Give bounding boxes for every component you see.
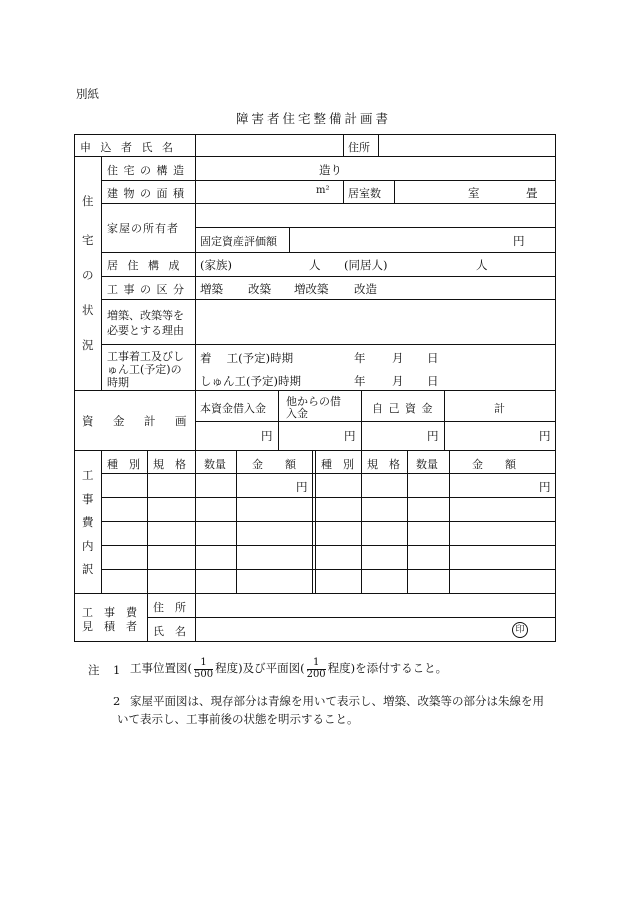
housing-section-label-2: 宅 — [82, 233, 94, 247]
schedule-end-year: 年 — [354, 374, 366, 388]
schedule-label-line1: 工事着工及びし — [107, 350, 184, 363]
note-1-number: 1 — [113, 663, 121, 677]
other-loan-yen: 円 — [344, 429, 356, 443]
breakdown-label-2: 事 — [82, 492, 94, 506]
self-fund-yen: 円 — [427, 429, 439, 443]
seal-icon: 印 — [512, 622, 528, 638]
assessment-label: 固定資産評価額 — [200, 235, 277, 248]
breakdown-header-qty-1: 数量 — [204, 458, 226, 471]
floor-area-unit: m² — [316, 185, 330, 196]
schedule-start-year: 年 — [354, 351, 366, 365]
scale-fraction-200-den: 200 — [306, 668, 326, 680]
work-type-option-renovation[interactable]: 改造 — [354, 282, 377, 296]
breakdown-header-amount-2: 金 額 — [472, 458, 516, 471]
breakdown-header-spec-2: 規 格 — [367, 458, 400, 471]
attachment-label: 別紙 — [76, 87, 99, 101]
note-1-part-c: 程度)を添付すること。 — [327, 661, 448, 676]
other-loan-label-line1: 他からの借 — [286, 395, 341, 408]
structure-label: 住 宅 の 構 造 — [107, 164, 185, 177]
estimator-address-label: 住 所 — [153, 601, 186, 614]
scale-fraction-200-num: 1 — [307, 658, 326, 670]
breakdown-header-amount-1: 金 額 — [252, 458, 296, 471]
assessment-yen: 円 — [513, 234, 525, 248]
housing-section-label-5: 況 — [82, 338, 94, 352]
other-loan-label-line2: 入金 — [286, 407, 308, 420]
scale-fraction-200 — [307, 658, 326, 680]
schedule-start-month: 月 — [392, 351, 404, 365]
applicant-address-field[interactable] — [380, 136, 554, 155]
work-type-option-rebuild[interactable]: 改築 — [248, 282, 271, 296]
applicant-name-label: 申 込 者 氏 名 — [80, 141, 176, 154]
breakdown-header-spec-1: 規 格 — [153, 458, 186, 471]
reason-field[interactable] — [197, 301, 553, 343]
breakdown-yen-2: 円 — [539, 480, 551, 494]
note-2-number: 2 — [113, 694, 121, 708]
breakdown-header-type-1: 種 別 — [107, 458, 140, 471]
own-loan-label: 本資金借入金 — [200, 402, 266, 415]
floor-area-label: 建 物 の 面 積 — [107, 187, 185, 200]
schedule-label-line3: 時期 — [107, 376, 129, 389]
own-loan-yen: 円 — [261, 429, 273, 443]
self-fund-label: 自 己 資 金 — [372, 402, 434, 415]
estimator-label-line1: 工 事 費 — [82, 606, 137, 619]
note-1-part-a: 工事位置図( — [130, 661, 192, 676]
work-type-option-expansion[interactable]: 増築 — [200, 282, 223, 296]
owner-label: 家屋の所有者 — [107, 222, 179, 235]
scale-fraction-500-num: 1 — [194, 658, 213, 670]
housing-section-label-4: 状 — [82, 303, 94, 317]
breakdown-header-qty-2: 数量 — [416, 458, 438, 471]
household-cohabitant: (同居人) — [344, 258, 388, 272]
applicant-name-field[interactable] — [197, 136, 341, 155]
total-yen: 円 — [539, 429, 551, 443]
note-2-line2: いて表示し、工事前後の状態を明示すること。 — [117, 712, 359, 726]
household-label: 居 住 構 成 — [107, 259, 183, 272]
form-title: 障害者住宅整備計画書 — [236, 111, 392, 126]
breakdown-header-type-2: 種 別 — [321, 458, 354, 471]
note-1-part-b: 程度)及び平面図( — [215, 661, 305, 676]
schedule-end-month: 月 — [392, 374, 404, 388]
work-type-option-expansion-rebuild[interactable]: 増改築 — [294, 282, 329, 296]
structure-value[interactable]: 造り — [319, 163, 342, 177]
breakdown-label-3: 費 — [82, 515, 94, 529]
reason-label-line1: 増築、改築等を — [107, 309, 184, 322]
housing-section-label-3: の — [82, 268, 94, 282]
household-person-2: 人 — [476, 258, 488, 272]
breakdown-yen-1: 円 — [296, 480, 308, 494]
scale-fraction-500 — [194, 658, 213, 680]
estimator-name-label: 氏 名 — [153, 625, 186, 638]
household-person-1: 人 — [309, 258, 321, 272]
room-count-label: 居室数 — [348, 187, 381, 200]
schedule-end-day: 日 — [427, 374, 439, 388]
estimator-name-field[interactable] — [197, 619, 507, 640]
estimator-address-field[interactable] — [197, 595, 553, 616]
note-prefix: 注 — [88, 663, 100, 677]
room-unit: 室 — [468, 186, 480, 200]
owner-field[interactable] — [197, 205, 553, 226]
applicant-address-label: 住所 — [348, 141, 370, 154]
schedule-label-line2: ゅん工(予定)の — [107, 363, 182, 376]
reason-label-line2: 必要とする理由 — [107, 324, 184, 337]
funding-label: 資 金 計 画 — [82, 414, 191, 428]
scale-fraction-500-den: 500 — [194, 668, 214, 680]
mat-unit: 畳 — [526, 186, 538, 200]
work-type-label: 工 事 の 区 分 — [107, 283, 185, 296]
schedule-end-label: しゅん工(予定)時期 — [200, 374, 301, 388]
note-1-text — [130, 652, 447, 686]
note-2-line1: 家屋平面図は、現存部分は青線を用いて表示し、増築、改築等の部分は朱線を用 — [130, 694, 544, 708]
breakdown-label-4: 内 — [82, 539, 94, 553]
total-label: 計 — [494, 402, 505, 415]
schedule-start-label: 着 工(予定)時期 — [200, 351, 294, 365]
estimator-label-line2: 見 積 者 — [82, 620, 137, 633]
household-family: (家族) — [200, 258, 232, 272]
schedule-start-day: 日 — [427, 351, 439, 365]
housing-section-label-1: 住 — [82, 194, 94, 208]
breakdown-label-1: 工 — [82, 468, 94, 482]
breakdown-label-5: 訳 — [82, 562, 94, 576]
